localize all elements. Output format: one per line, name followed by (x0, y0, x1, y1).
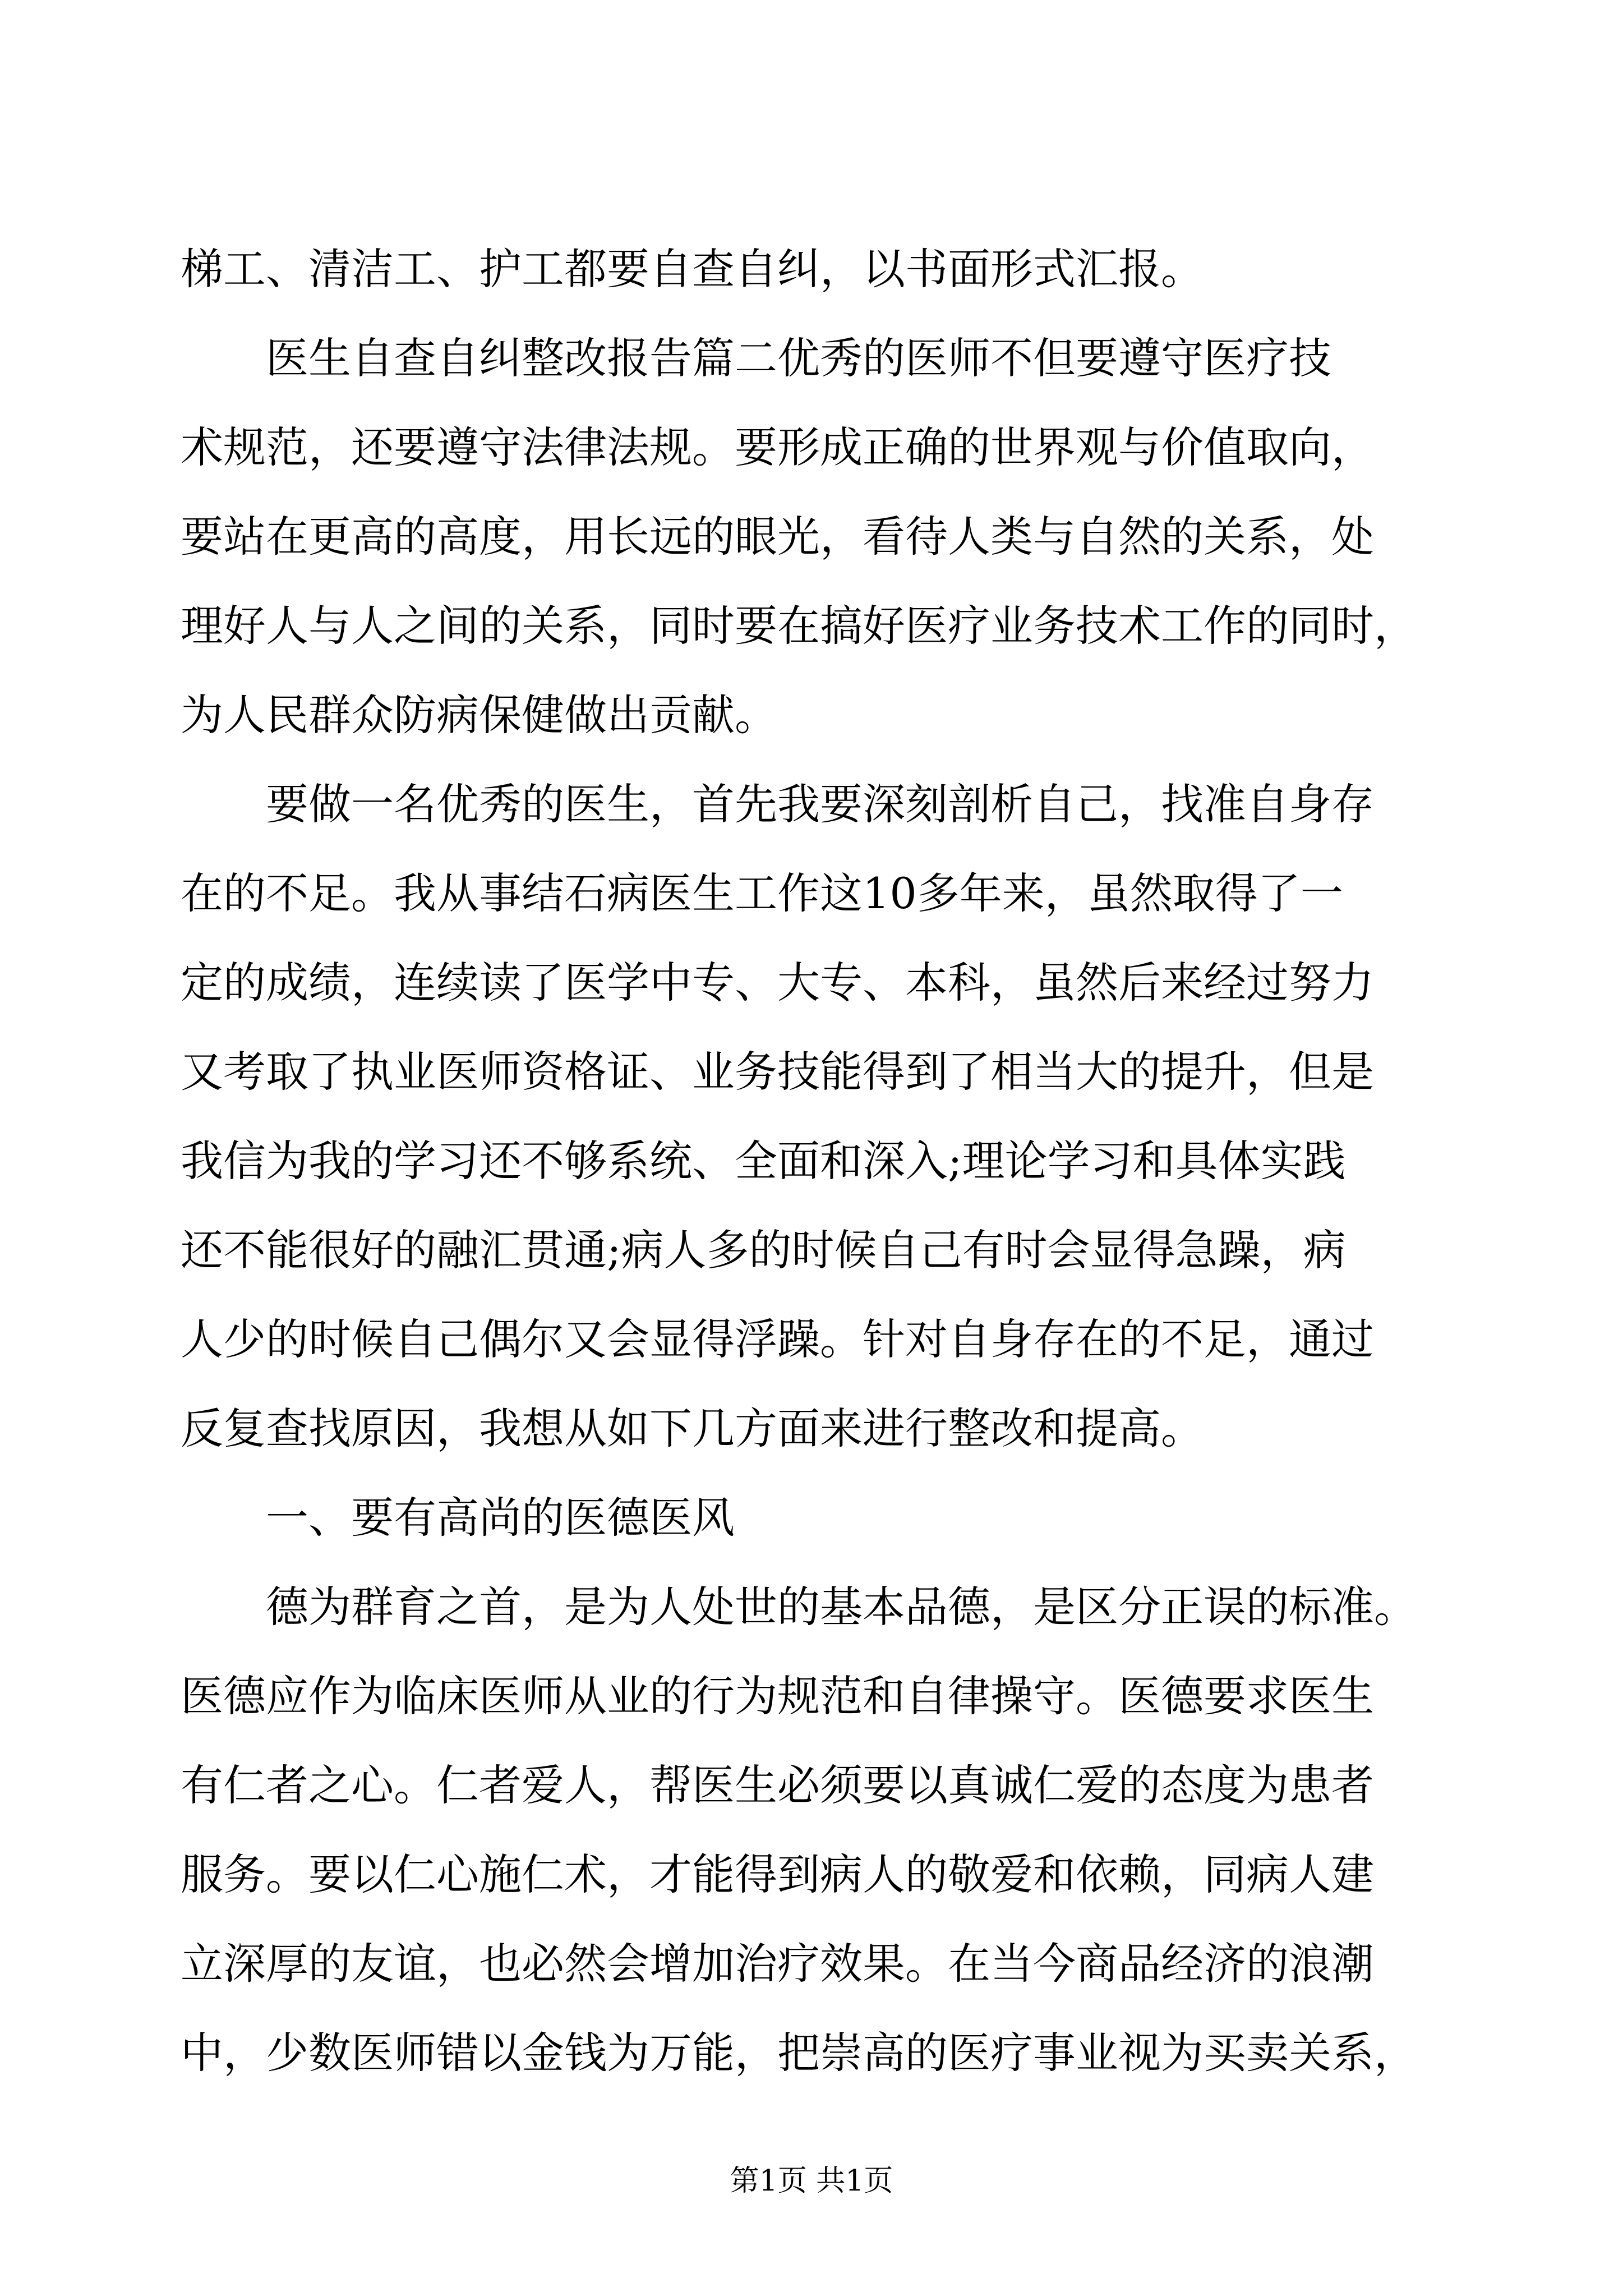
section-heading: 一、要有高尚的医德医风 (181, 1493, 735, 1543)
text-line-5: 理好人与人之间的关系，同时要在搞好医疗业务技术工作的同时， (181, 601, 1417, 651)
text-line-14: 反复查找原因，我想从如下几方面来进行整改和提高。 (181, 1404, 1204, 1453)
text-line-10: 又考取了执业医师资格证、业务技能得到了相当大的提升，但是 (181, 1047, 1374, 1097)
text-line-19: 服务。要以仁心施仁术，才能得到病人的敬爱和依赖，同病人建 (181, 1849, 1374, 1899)
text-line-11: 我信为我的学习还不够系统、全面和深入;理论学习和具体实践 (181, 1136, 1346, 1186)
text-line-3: 术规范，还要遵守法律法规。要形成正确的世界观与价值取向， (181, 422, 1374, 472)
text-line-13: 人少的时候自己偶尔又会显得浮躁。针对自身存在的不足，通过 (181, 1314, 1374, 1364)
text-line-7: 要做一名优秀的医生，首先我要深刻剖析自己，找准自身存 (181, 779, 1374, 829)
text-line-18: 有仁者之心。仁者爱人，帮医生必须要以真诚仁爱的态度为患者 (181, 1760, 1374, 1810)
text-line-9: 定的成绩，连续读了医学中专、大专、本科，虽然后来经过努力 (181, 958, 1374, 1007)
page-number-footer: 第1页 共1页 (730, 2164, 893, 2198)
text-line-17: 医德应作为临床医师从业的行为规范和自律操守。医德要求医生 (181, 1671, 1374, 1721)
text-line-20: 立深厚的友谊，也必然会增加治疗效果。在当今商品经济的浪潮 (181, 1939, 1374, 1989)
text-line-12: 还不能很好的融汇贯通;病人多的时候自己有时会显得急躁，病 (181, 1225, 1346, 1275)
text-line-1: 梯工、清洁工、护工都要自查自纠，以书面形式汇报。 (181, 244, 1204, 294)
text-line-8: 在的不足。我从事结石病医生工作这10多年来，虽然取得了一 (181, 868, 1343, 918)
text-line-21: 中，少数医师错以金钱为万能，把崇高的医疗事业视为买卖关系， (181, 2028, 1417, 2078)
text-line-4: 要站在更高的高度，用长远的眼光，看待人类与自然的关系，处 (181, 512, 1374, 562)
text-line-16: 德为群育之首，是为人处世的基本品德，是区分正误的标准。 (181, 1582, 1417, 1632)
text-line-6: 为人民群众防病保健做出贡献。 (181, 690, 777, 740)
text-line-2: 医生自查自纠整改报告篇二优秀的医师不但要遵守医疗技 (181, 333, 1331, 383)
